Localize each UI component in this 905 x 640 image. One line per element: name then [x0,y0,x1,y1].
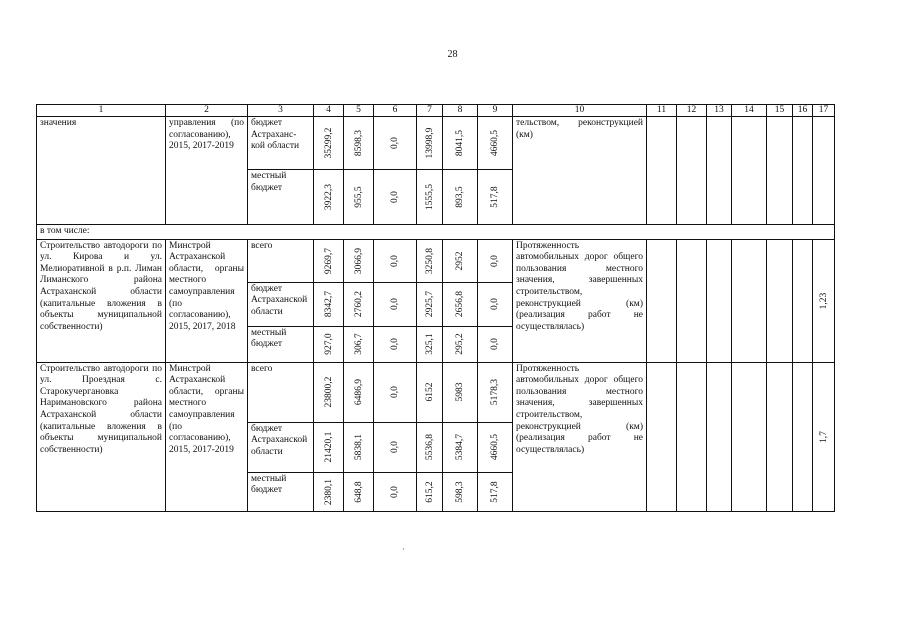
cell-executor: Минстрой Астраханской области, органы местного самоуправления (по согласованию), 2015, 2017-2019 [166,362,248,511]
cell-value: 8342,7 [314,282,344,326]
stray-mark: · [402,545,405,554]
cell-value: 2380,1 [314,472,344,511]
header-cell: 7 [417,105,443,117]
cell-value: 5178,3 [478,362,513,422]
header-cell: 17 [813,105,835,117]
cell-empty [813,117,835,225]
cell-value: 0,0 [478,282,513,326]
cell-name: Строительство автодороги по ул. Проездная с. Старокучергановка Наримановского района Астраханской области (капитальные вложения в объекты муниципальной собственности) [37,362,166,511]
header-cell: 16 [793,105,813,117]
cell-value: 306,7 [344,326,374,362]
cell-value: 1555,5 [417,170,443,225]
cell-value: 4660,5 [478,117,513,170]
cell-value: 2656,8 [443,282,478,326]
table-row [37,239,835,282]
header-cell: 12 [677,105,707,117]
cell-empty [677,117,707,225]
cell-value: 615,2 [417,472,443,511]
cell-source: всего [248,362,314,422]
cell-empty [677,362,707,511]
header-cell: 8 [443,105,478,117]
cell-value: 325,1 [417,326,443,362]
cell-value: 5983 [443,362,478,422]
cell-executor: Минстрой Астраханской области, органы местного самоуправления (по согласованию), 2015, 2017, 2018 [166,239,248,362]
page-number: 28 [447,49,458,60]
cell-value: 0,0 [374,326,417,362]
cell-value: 517,8 [478,170,513,225]
cell-value: 21420,1 [314,422,344,472]
header-cell: 3 [248,105,314,117]
cell-value: 2925,7 [417,282,443,326]
cell-source: местный бюджет [248,326,314,362]
cell-empty [793,362,813,511]
cell-value: 9269,7 [314,239,344,282]
cell-empty [647,239,677,362]
table-row [37,362,835,422]
cell-value: 648,8 [344,472,374,511]
cell-name: значения [37,117,166,225]
header-cell: 15 [767,105,793,117]
cell-value: 2760,2 [344,282,374,326]
header-cell: 9 [478,105,513,117]
cell-value: 5384,7 [443,422,478,472]
header-cell: 10 [513,105,647,117]
cell-value: 8041,5 [443,117,478,170]
cell-value: 0,0 [374,239,417,282]
cell-empty [647,117,677,225]
cell-name: Строительство автодороги по ул. Кирова и ул. Мелиоративной в р.п. Лиман Лиманского района Астраханской области (капитальные вложения в объекты муниципальной собственности) [37,239,166,362]
cell-source: бюджет Астраханской области [248,422,314,472]
cell-empty [732,239,767,362]
cell-value: 23800,2 [314,362,344,422]
cell-source: бюджет Астраханской области [248,282,314,326]
cell-value: 0,0 [374,117,417,170]
budget-table [36,104,835,512]
cell-empty [707,117,732,225]
header-cell: 13 [707,105,732,117]
cell-value: 3066,9 [344,239,374,282]
cell-indicator: Протяженность автомобильных дорог общего пользования местного значения, завершенных строительством, реконструкцией (км) (реализация работ не осуществлялась) [513,239,647,362]
cell-value: 0,0 [374,170,417,225]
cell-value: 2952 [443,239,478,282]
cell-empty [707,362,732,511]
table-row [37,117,835,170]
cell-empty [732,117,767,225]
cell-value: 5536,8 [417,422,443,472]
cell-value: 5838,1 [344,422,374,472]
cell-value: 0,0 [374,422,417,472]
cell-source: местный бюджет [248,170,314,225]
cell-value: 0,0 [374,362,417,422]
cell-value: 0,0 [374,472,417,511]
section-row [37,225,835,240]
cell-value: 35299,2 [314,117,344,170]
header-cell: 11 [647,105,677,117]
cell-empty [793,239,813,362]
cell-empty [647,362,677,511]
cell-empty [767,362,793,511]
cell-value: 893,5 [443,170,478,225]
cell-value: 6486,9 [344,362,374,422]
header-cell: 14 [732,105,767,117]
cell-value: 0,0 [478,239,513,282]
cell-value: 955,5 [344,170,374,225]
cell-empty [707,239,732,362]
cell-empty [677,239,707,362]
cell-empty [767,117,793,225]
cell-source: бюджет Астраханс-кой области [248,117,314,170]
cell-value: 517,8 [478,472,513,511]
cell-value: 13998,9 [417,117,443,170]
section-label: в том числе: [37,225,835,240]
cell-source: всего [248,239,314,282]
header-cell: 5 [344,105,374,117]
cell-value: 3250,8 [417,239,443,282]
cell-value: 6152 [417,362,443,422]
cell-length: 1,23 [813,239,835,362]
cell-value: 598,3 [443,472,478,511]
cell-indicator: тельством, реконструкцией (км) [513,117,647,225]
header-cell: 6 [374,105,417,117]
cell-value: 8598,3 [344,117,374,170]
header-cell: 2 [166,105,248,117]
cell-executor: управления (по согласованию), 2015, 2017-2019 [166,117,248,225]
cell-indicator: Протяженность автомобильных дорог общего пользования местного значения, завершенных строительством, реконструкцией (км) (реализация работ не осуществлялась) [513,362,647,511]
cell-length: 1,7 [813,362,835,511]
cell-value: 3922,3 [314,170,344,225]
cell-source: местный бюджет [248,472,314,511]
header-cell: 1 [37,105,166,117]
cell-empty [793,117,813,225]
cell-empty [732,362,767,511]
header-row [37,105,835,117]
cell-value: 295,2 [443,326,478,362]
cell-value: 4660,5 [478,422,513,472]
cell-empty [767,239,793,362]
cell-value: 927,0 [314,326,344,362]
cell-value: 0,0 [478,326,513,362]
header-cell: 4 [314,105,344,117]
cell-value: 0,0 [374,282,417,326]
